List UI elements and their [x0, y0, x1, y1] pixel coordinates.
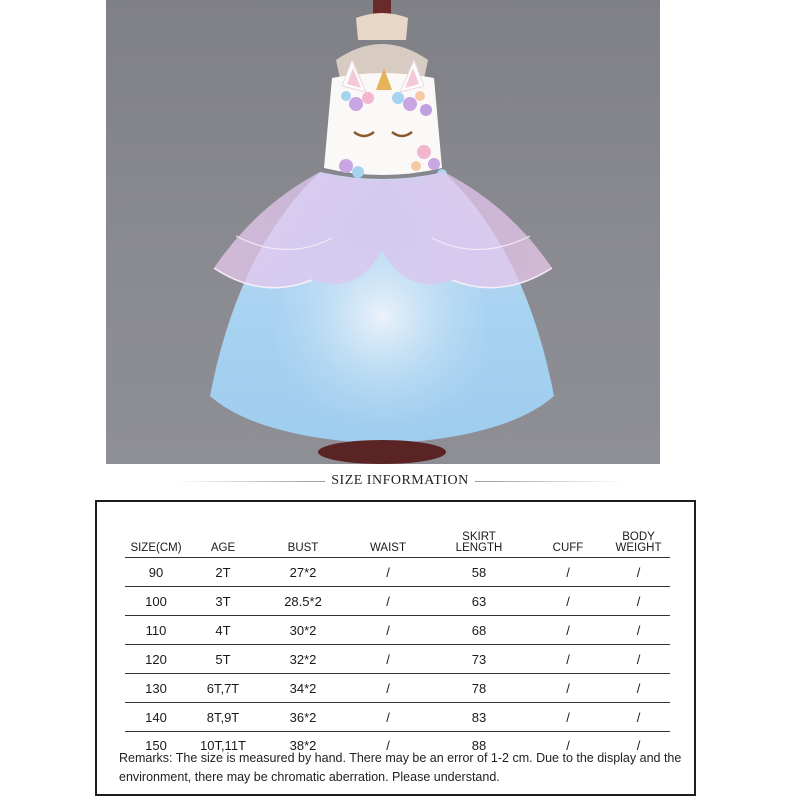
cell-age: 8T,9T [187, 703, 259, 732]
cell-size: 110 [125, 616, 187, 645]
cell-size: 130 [125, 674, 187, 703]
cell-cuff: / [529, 616, 607, 645]
cell-waist: / [347, 703, 429, 732]
cell-size: 150 [145, 737, 167, 753]
table-row [125, 645, 670, 674]
cell-body-weight: / [607, 616, 670, 645]
dress-illustration [106, 0, 660, 464]
table-row [125, 587, 670, 616]
cell-size: 90 [125, 558, 187, 587]
header-size: SIZE(CM) [125, 528, 187, 558]
table-header-row [125, 528, 670, 558]
header-cuff: CUFF [529, 528, 607, 558]
cell-body-weight: / [607, 674, 670, 703]
cell-body-weight: / [636, 737, 641, 753]
cell-size: 100 [125, 587, 187, 616]
section-title [0, 470, 800, 492]
title-divider-right [475, 481, 625, 482]
cell-bust: 27*2 [259, 558, 347, 587]
size-table [125, 528, 670, 758]
cell-skirt-length: 78 [429, 674, 529, 703]
cell-cuff: / [566, 737, 570, 753]
cell-age: 3T [187, 587, 259, 616]
mannequin-shoulders [356, 13, 408, 40]
remarks-text: Remarks: The size is measured by hand. There may be an error of 1-2 cm. Due to the display and the environment, there may be chromatic aberration. Please understand. [119, 751, 682, 784]
cell-size: 120 [125, 645, 187, 674]
cell-age: 5T [187, 645, 259, 674]
title-divider-left [175, 481, 325, 482]
cell-waist: / [386, 737, 390, 753]
cell-age: 10T,11T [199, 737, 246, 753]
cell-cuff: / [529, 674, 607, 703]
table-row [125, 558, 670, 587]
cell-body-weight: / [607, 558, 670, 587]
cell-bust: 34*2 [259, 674, 347, 703]
cell-bust: 32*2 [259, 645, 347, 674]
cell-cuff: / [529, 703, 607, 732]
cell-waist: / [347, 645, 429, 674]
table-row [125, 616, 670, 645]
table-row [125, 674, 670, 703]
cell-skirt-length: 88 [471, 737, 487, 753]
mannequin-base [318, 440, 446, 464]
cell-skirt-length: 58 [429, 558, 529, 587]
cell-bust: 38*2 [289, 737, 317, 753]
header-bust: BUST [259, 528, 347, 558]
cell-age: 6T,7T [187, 674, 259, 703]
cell-body-weight: / [607, 703, 670, 732]
header-age: AGE [187, 528, 259, 558]
cell-waist: / [347, 587, 429, 616]
cell-waist: / [347, 674, 429, 703]
header-skirt-length: SKIRT LENGTH [429, 528, 529, 558]
table-row [125, 703, 670, 732]
header-waist: WAIST [347, 528, 429, 558]
section-title-text: SIZE INFORMATION [331, 473, 469, 488]
cell-age: 2T [187, 558, 259, 587]
cell-skirt-length: 73 [429, 645, 529, 674]
cell-body-weight: / [607, 587, 670, 616]
cell-cuff: / [529, 558, 607, 587]
cell-bust: 28.5*2 [259, 587, 347, 616]
cell-skirt-length: 83 [429, 703, 529, 732]
cell-cuff: / [529, 645, 607, 674]
cell-bust: 36*2 [259, 703, 347, 732]
cell-waist: / [347, 558, 429, 587]
product-photo [106, 0, 660, 464]
cell-age: 4T [187, 616, 259, 645]
cell-body-weight: / [607, 645, 670, 674]
cell-waist: / [347, 616, 429, 645]
size-chart-panel [95, 500, 696, 796]
cell-bust: 30*2 [259, 616, 347, 645]
header-body-weight: BODY WEIGHT [607, 528, 670, 558]
cell-cuff: / [529, 587, 607, 616]
cell-skirt-length: 63 [429, 587, 529, 616]
cell-size: 140 [125, 703, 187, 732]
cell-skirt-length: 68 [429, 616, 529, 645]
